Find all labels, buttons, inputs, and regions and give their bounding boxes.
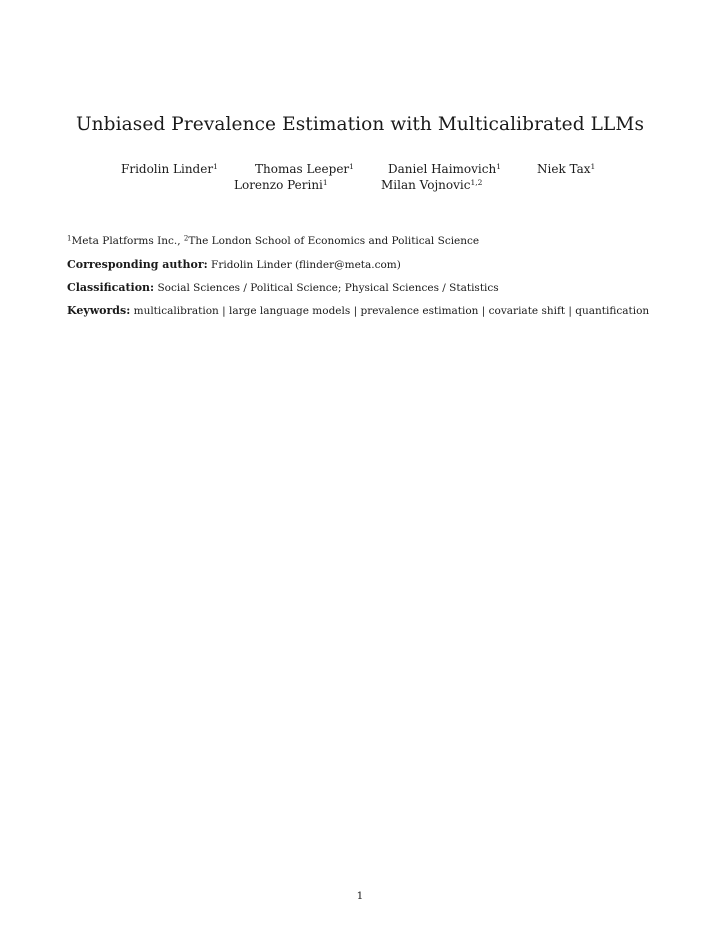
author-name: Lorenzo Perini: [234, 178, 323, 192]
author-name: Thomas Leeper: [255, 162, 350, 176]
corresponding-author-value: Fridolin Linder (flinder@meta.com): [211, 259, 401, 271]
affiliation-2: The London School of Economics and Political Science: [188, 235, 480, 247]
classification-label: Classification:: [67, 281, 155, 294]
author-3: [388, 162, 501, 176]
author-6: [381, 178, 482, 192]
classification-line: [67, 281, 499, 294]
author-1: [121, 162, 218, 176]
author-name: Fridolin Linder: [121, 162, 214, 176]
affiliation-mark-1: 1: [67, 234, 72, 243]
author-name: Daniel Haimovich: [388, 162, 497, 176]
paper-title: Unbiased Prevalence Estimation with Multicalibrated LLMs: [75, 114, 645, 135]
author-affiliation-mark: 1,2: [470, 178, 483, 187]
author-4: [537, 162, 595, 176]
corresponding-author-line: [67, 258, 401, 271]
author-name: Milan Vojnovic: [381, 178, 471, 192]
author-5: [234, 178, 328, 192]
affiliation-1: Meta Platforms Inc.,: [71, 235, 184, 247]
page-number: 1: [356, 890, 364, 902]
affiliation-mark-2: 2: [183, 234, 189, 243]
author-name: Niek Tax: [537, 162, 591, 176]
keywords-label: Keywords:: [67, 304, 131, 317]
author-affiliation-mark: 1: [213, 162, 218, 171]
affiliations-line: [67, 235, 479, 247]
author-affiliation-mark: 1: [322, 178, 328, 187]
author-2: [255, 162, 354, 176]
classification-value: Social Sciences / Political Science; Physical Sciences / Statistics: [157, 282, 499, 294]
keywords-line: [67, 304, 649, 317]
author-affiliation-mark: 1: [496, 162, 502, 171]
keywords-value: multicalibration | large language models | prevalence estimation | covariate shift | quantification: [133, 305, 650, 317]
author-affiliation-mark: 1: [349, 162, 354, 171]
author-affiliation-mark: 1: [590, 162, 596, 171]
corresponding-author-label: Corresponding author:: [67, 258, 208, 271]
